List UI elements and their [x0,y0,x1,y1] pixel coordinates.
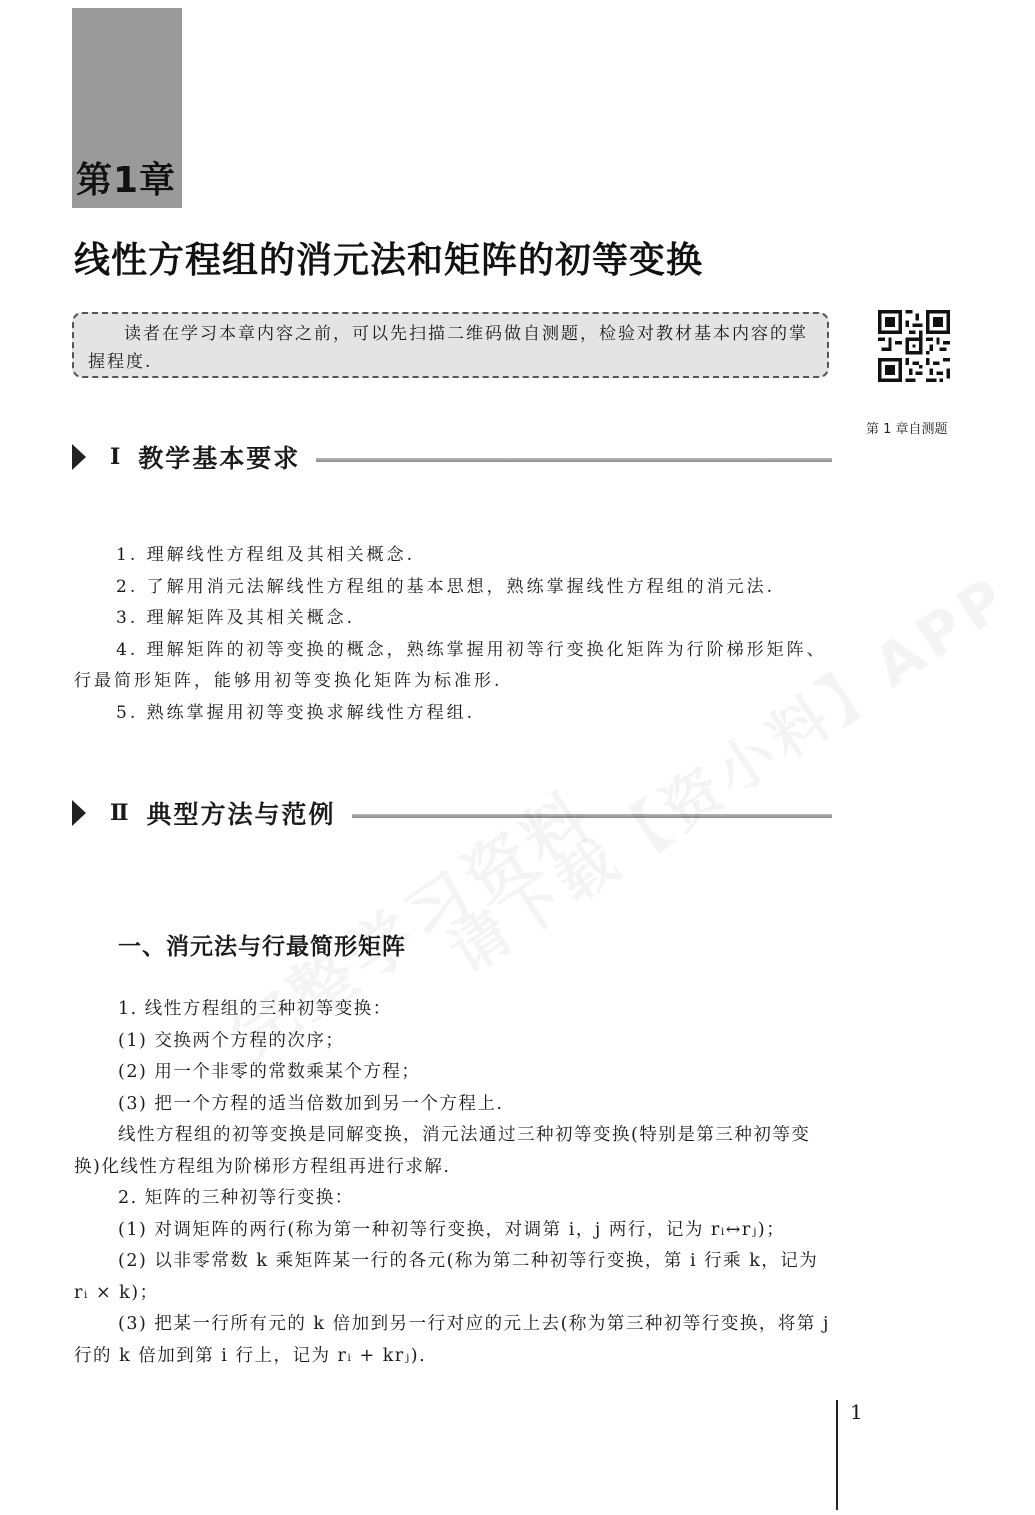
section-number: Ⅱ [110,800,129,826]
section-title: 典型方法与范例 [146,800,336,829]
paragraph: (2) 用一个非零的常数乘某个方程； [118,1062,421,1082]
self-test-note-text: 读者在学习本章内容之前，可以先扫描二维码做自测题，检验对教材基本内容的掌握程度. [88,324,808,372]
qr-code-icon[interactable] [878,310,950,382]
paragraph: 2. 矩阵的三种初等行变换： [118,1188,354,1208]
section-number: I [110,444,121,470]
subsection-title: 一、消元法与行最简形矩阵 [118,934,406,960]
list-item: 3. 理解矩阵及其相关概念. [116,608,356,628]
body-text [74,994,832,1372]
section-heading-requirements [72,440,832,474]
chapter-title: 线性方程组的消元法和矩阵的初等变换 [74,240,704,281]
paragraph: 1. 线性方程组的三种初等变换： [118,999,392,1019]
paragraph: (1) 交换两个方程的次序； [118,1030,345,1051]
self-test-note [72,312,829,378]
chapter-label: 第1章 [76,160,177,201]
paragraph: (1) 对调矩阵的两行(称为第一种初等行变换，对调第 i，j 两行，记为 rᵢ↔rⱼ)； [118,1219,786,1240]
page-number: 1 [850,1400,863,1424]
paragraph: (3) 把一个方程的适当倍数加到另一个方程上. [118,1093,504,1114]
list-item: 1. 理解线性方程组及其相关概念. [116,545,416,565]
list-item: 5. 熟练掌握用初等变换求解线性方程组. [116,702,476,723]
list-item: 2. 了解用消元法解线性方程组的基本思想，熟练掌握线性方程组的消元法. [116,576,776,597]
paragraph: (2) 以非零常数 k 乘矩阵某一行的各元(称为第二种初等行变换，第 i 行乘 k，记为 rᵢ × k)； [74,1251,819,1303]
page-number-rule [836,1400,838,1510]
list-item: 4. 理解矩阵的初等变换的概念，熟练掌握用初等行变换化矩阵为行阶梯形矩阵、行最简形矩阵，能够用初等变换化矩阵为标准形. [74,639,827,691]
triangle-bullet-icon [72,444,86,470]
qr-caption: 第 1 章自测题 [866,422,948,437]
paragraph: (3) 把某一行所有元的 k 倍加到另一行对应的元上去(称为第三种初等行变换，将第 j 行的 k 倍加到第 i 行上，记为 rᵢ + krⱼ). [74,1314,830,1366]
triangle-bullet-icon [72,800,86,826]
paragraph: 线性方程组的初等变换是同解变换，消元法通过三种初等变换(特别是第三种初等变换)化线性方程组为阶梯形方程组再进行求解. [74,1125,811,1177]
section-rule [316,458,832,462]
requirements-list [74,540,832,729]
section-title: 教学基本要求 [138,444,301,473]
